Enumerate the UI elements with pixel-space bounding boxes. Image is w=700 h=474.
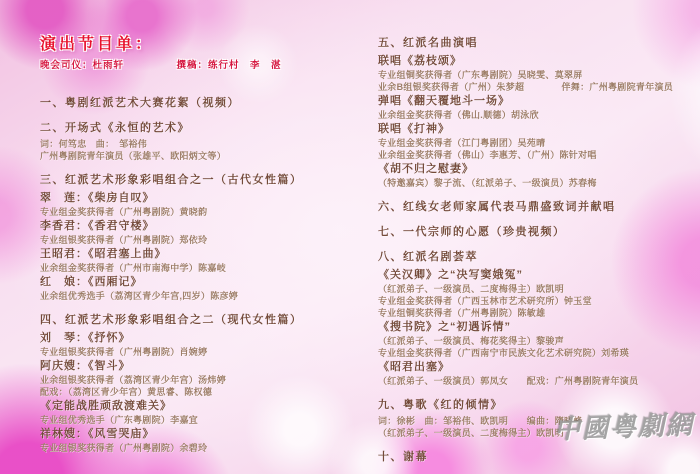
program-line-detail: 专业组铜奖获得者（广州粤剧院）陈敏雄	[378, 308, 546, 318]
program-line-detail: （红派弟子、一级演员、二度梅得主）欧凯明	[378, 428, 565, 438]
program-line-item: 红 娘：《西厢记》	[40, 276, 143, 288]
section-heading: 十、谢幕	[378, 451, 428, 463]
program-section	[378, 225, 688, 239]
program-section	[40, 313, 348, 454]
site-watermark: 中國粤劇網	[553, 410, 695, 446]
program-line-item: 《关汉卿》之“决写窦娥冤”	[378, 269, 523, 281]
section-heading: 八、红派名剧荟萃	[378, 251, 478, 263]
program-section	[40, 96, 348, 110]
section-heading: 五、红派名曲演唱	[378, 37, 478, 49]
program-line-detail: （红派弟子、一级演员、二度梅得主）欧凯明	[378, 284, 565, 294]
program-line-detail: （特邀嘉宾）黎子流、（红派弟子、一级演员）苏春梅	[378, 178, 597, 188]
section-heading: 七、一代宗师的心愿（珍贵视频）	[378, 226, 566, 238]
program-section	[378, 250, 688, 387]
program-line-item: 翠 莲：《柴房自叹》	[40, 192, 155, 204]
program-line-item: 《搜书院》之“初遇诉情”	[378, 321, 511, 333]
left-column	[40, 36, 348, 465]
program-section	[40, 121, 348, 162]
program-line-item: 联唱《打神》	[378, 123, 450, 135]
section-heading: 九、粤歌《红的倾情》	[378, 399, 503, 411]
program-header	[40, 36, 348, 72]
program-line-detail: 业余组优秀选手（荔湾区青少年宫,四岁）陈彦婷	[40, 291, 239, 301]
left-sections	[40, 96, 348, 454]
program-line-detail: 专业组铜奖获得者（广东粤剧院）吴晓雯、莫翠屏	[378, 70, 583, 80]
program-section	[378, 36, 688, 189]
program-line-detail: 专业组金奖获得者（江门粤剧团）吴苑晴	[378, 138, 546, 148]
program-line-detail: （红派弟子、一级演员、梅花奖得主）黎骏声	[378, 336, 565, 346]
program-line-detail: 配戏：（荔湾区青少年宫）黄思睿、陈权德	[40, 387, 213, 397]
program-line-detail: （红派弟子、一级演员）郭凤女 配戏：广州粤剧院青年演员	[378, 376, 639, 386]
program-line-detail: 专业组优秀选手（广东粤剧院）李嘉宜	[40, 415, 199, 425]
program-line-detail: 专业组银奖获得者（广州粤剧院）余碧玲	[40, 443, 208, 453]
program-line-detail: 业余组金奖获得者（广州市南海中学）陈嘉岐	[40, 263, 227, 273]
program-section	[40, 173, 348, 302]
program-line-detail: 广州粤剧院青年演员（张雄平、欧阳炳文等）	[40, 151, 227, 161]
program-line-item: 祥林嫂：《风雪哭庙》	[40, 428, 155, 440]
program-line-detail: 专业组银奖获得者（广州粤剧院）郑依玲	[40, 235, 208, 245]
program-line-detail: 专业组银奖获得者（广州粤剧院）肖婉婷	[40, 347, 208, 357]
section-heading: 二、开场式《永恒的艺术》	[40, 122, 190, 134]
program-line-item: 阿庆嫂：《智斗》	[40, 360, 131, 372]
credits-line: 晚会司仪：杜雨轩 撰稿：练行村 李 湛	[40, 60, 282, 71]
program-line-detail: 词：徐彬 曲：邹裕伟、欧凯明 编曲：隋晓峰	[378, 416, 583, 426]
program-line-detail: 专业组金奖获得者（广西玉林市艺术研究所）钟玉堂	[378, 296, 592, 306]
program-line-detail: 业余B组银奖获得者（广州）朱梦超 伴舞：广州粤剧院青年演员	[378, 82, 674, 92]
section-heading: 四、红派艺术形象彩唱组合之二（现代女性篇）	[40, 314, 303, 326]
program-line-detail: 专业组金奖获得者（广西南宁市民族文化艺术研究院）刘希瑛	[378, 348, 630, 358]
program-line-detail: 专业组金奖获得者（广州粤剧院）黄晓韵	[40, 207, 208, 217]
program-line-item: 李香君：《香君守楼》	[40, 220, 155, 232]
program-line-item: 王昭君：《昭君塞上曲》	[40, 248, 167, 260]
program-line-item: 刘 琴：《抒怀》	[40, 332, 131, 344]
program-line-detail: 词：何笃忠 曲： 邹裕伟	[40, 139, 148, 149]
program-line-item: 弹唱《翻天覆地斗一场》	[378, 95, 510, 107]
program-section	[378, 200, 688, 214]
program-line-detail: 业余组银奖获得者（荔湾区青少年宫）汤炜婷	[40, 375, 227, 385]
page-title: 演出节目单：	[40, 36, 155, 53]
program-section	[378, 450, 688, 464]
right-sections	[378, 36, 688, 464]
program-line-item: 《胡不归之慰妻》	[378, 163, 474, 175]
section-heading: 一、粤剧红派艺术大赛花絮（视频）	[40, 97, 240, 109]
program-line-detail: 业余组金奖获得者（佛山.顺德）胡泳欣	[378, 110, 539, 120]
section-heading: 六、红线女老师家属代表马鼎盛致词并献唱	[378, 201, 616, 213]
program-line-item: 联唱《荔枝颂》	[378, 55, 462, 67]
program-line-item: 《昭君出塞》	[378, 361, 450, 373]
section-heading: 三、红派艺术形象彩唱组合之一（古代女性篇）	[40, 174, 303, 186]
program-line-detail: 业余组金奖获得者（佛山）李惠芳、（广州）陈针对唱	[378, 150, 597, 160]
program-line-item: 《定能战胜顽敌渡难关》	[40, 400, 172, 412]
